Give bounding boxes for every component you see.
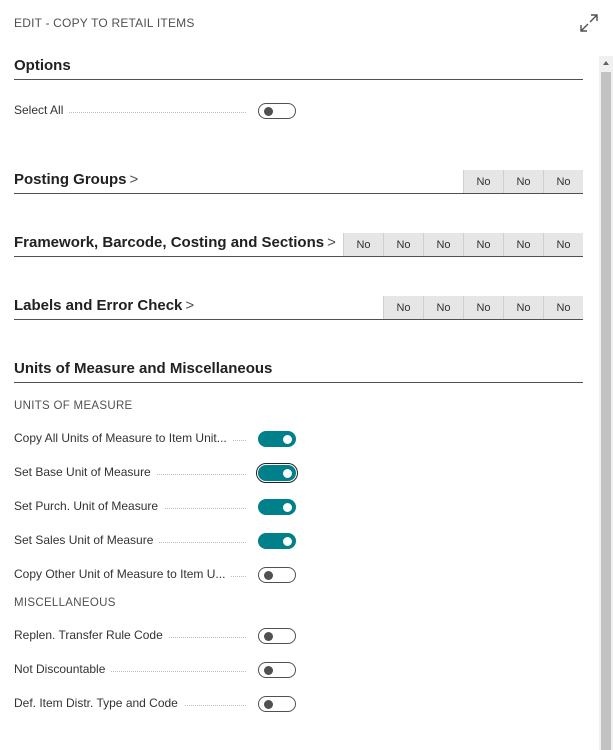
section-title-labels[interactable] [14,297,194,314]
subheading-units-of-measure: UNITS OF MEASURE [14,400,133,412]
section-title-framework[interactable] [14,234,336,251]
section-uom-misc [14,358,583,383]
title-text: Framework, Barcode, Costing and Sections [14,234,325,251]
field-label: Def. Item Distr. Type and Code [14,696,184,710]
summary-cells [343,233,583,256]
select-all-toggle[interactable] [258,103,296,119]
field-label: Replen. Transfer Rule Code [14,628,169,642]
field-label: Copy All Units of Measure to Item Unit... [14,431,233,445]
section-title-posting-groups[interactable] [14,171,138,188]
chevron-right-icon: > [327,234,336,251]
field-label: Set Sales Unit of Measure [14,533,159,547]
set-purch-uom-toggle[interactable] [258,499,296,515]
section-title-uom-misc: Units of Measure and Miscellaneous [14,360,273,377]
field-select-all [14,101,304,121]
summary-cell: No [503,233,543,256]
field-label: Set Purch. Unit of Measure [14,499,164,513]
replen-transfer-rule-toggle[interactable] [258,628,296,644]
toggle-knob [264,632,273,641]
toggle-knob [283,503,292,512]
dialog-title: EDIT - COPY TO RETAIL ITEMS [14,16,195,30]
summary-cell: No [503,296,543,319]
field-not-discountable [14,660,304,680]
section-labels-error-check[interactable] [14,295,583,320]
scroll-up-icon[interactable] [601,58,611,68]
field-set-base-uom [14,463,304,483]
summary-cell: No [383,296,423,319]
set-sales-uom-toggle[interactable] [258,533,296,549]
chevron-right-icon: > [129,171,139,188]
field-copy-all-uom [14,429,304,449]
summary-cell: No [463,170,503,193]
toggle-knob [283,537,292,546]
field-def-item-distr [14,694,304,714]
summary-cell: No [543,233,583,256]
field-set-sales-uom [14,531,304,551]
scrollbar-thumb[interactable] [601,72,611,750]
summary-cell: No [463,233,503,256]
field-set-purch-uom [14,497,304,517]
summary-cell: No [423,233,463,256]
field-replen-transfer-rule [14,626,304,646]
field-label: Copy Other Unit of Measure to Item U... [14,567,231,581]
toggle-knob [264,666,273,675]
summary-cells [463,170,583,193]
summary-cell: No [383,233,423,256]
section-framework[interactable] [14,232,583,257]
title-text: Posting Groups [14,171,127,188]
field-label: Not Discountable [14,662,111,676]
summary-cell: No [343,233,383,256]
set-base-uom-toggle[interactable] [258,465,296,481]
toggle-knob [264,700,273,709]
toggle-knob [283,435,292,444]
summary-cells [383,296,583,319]
copy-other-uom-toggle[interactable] [258,567,296,583]
toggle-knob [264,107,273,116]
summary-cell: No [543,170,583,193]
summary-cell: No [503,170,543,193]
toggle-knob [264,571,273,580]
summary-cell: No [423,296,463,319]
copy-all-uom-toggle[interactable] [258,431,296,447]
summary-cell: No [463,296,503,319]
chevron-right-icon: > [185,297,195,314]
toggle-knob [283,469,292,478]
field-label: Select All [14,103,69,117]
section-title-options: Options [14,57,71,74]
title-text: Labels and Error Check [14,297,183,314]
not-discountable-toggle[interactable] [258,662,296,678]
subheading-miscellaneous: MISCELLANEOUS [14,597,116,609]
field-label: Set Base Unit of Measure [14,465,157,479]
def-item-distr-toggle[interactable] [258,696,296,712]
section-posting-groups[interactable] [14,169,583,194]
summary-cell: No [543,296,583,319]
section-options [14,55,583,80]
field-copy-other-uom [14,565,304,585]
expand-icon[interactable] [578,12,600,34]
